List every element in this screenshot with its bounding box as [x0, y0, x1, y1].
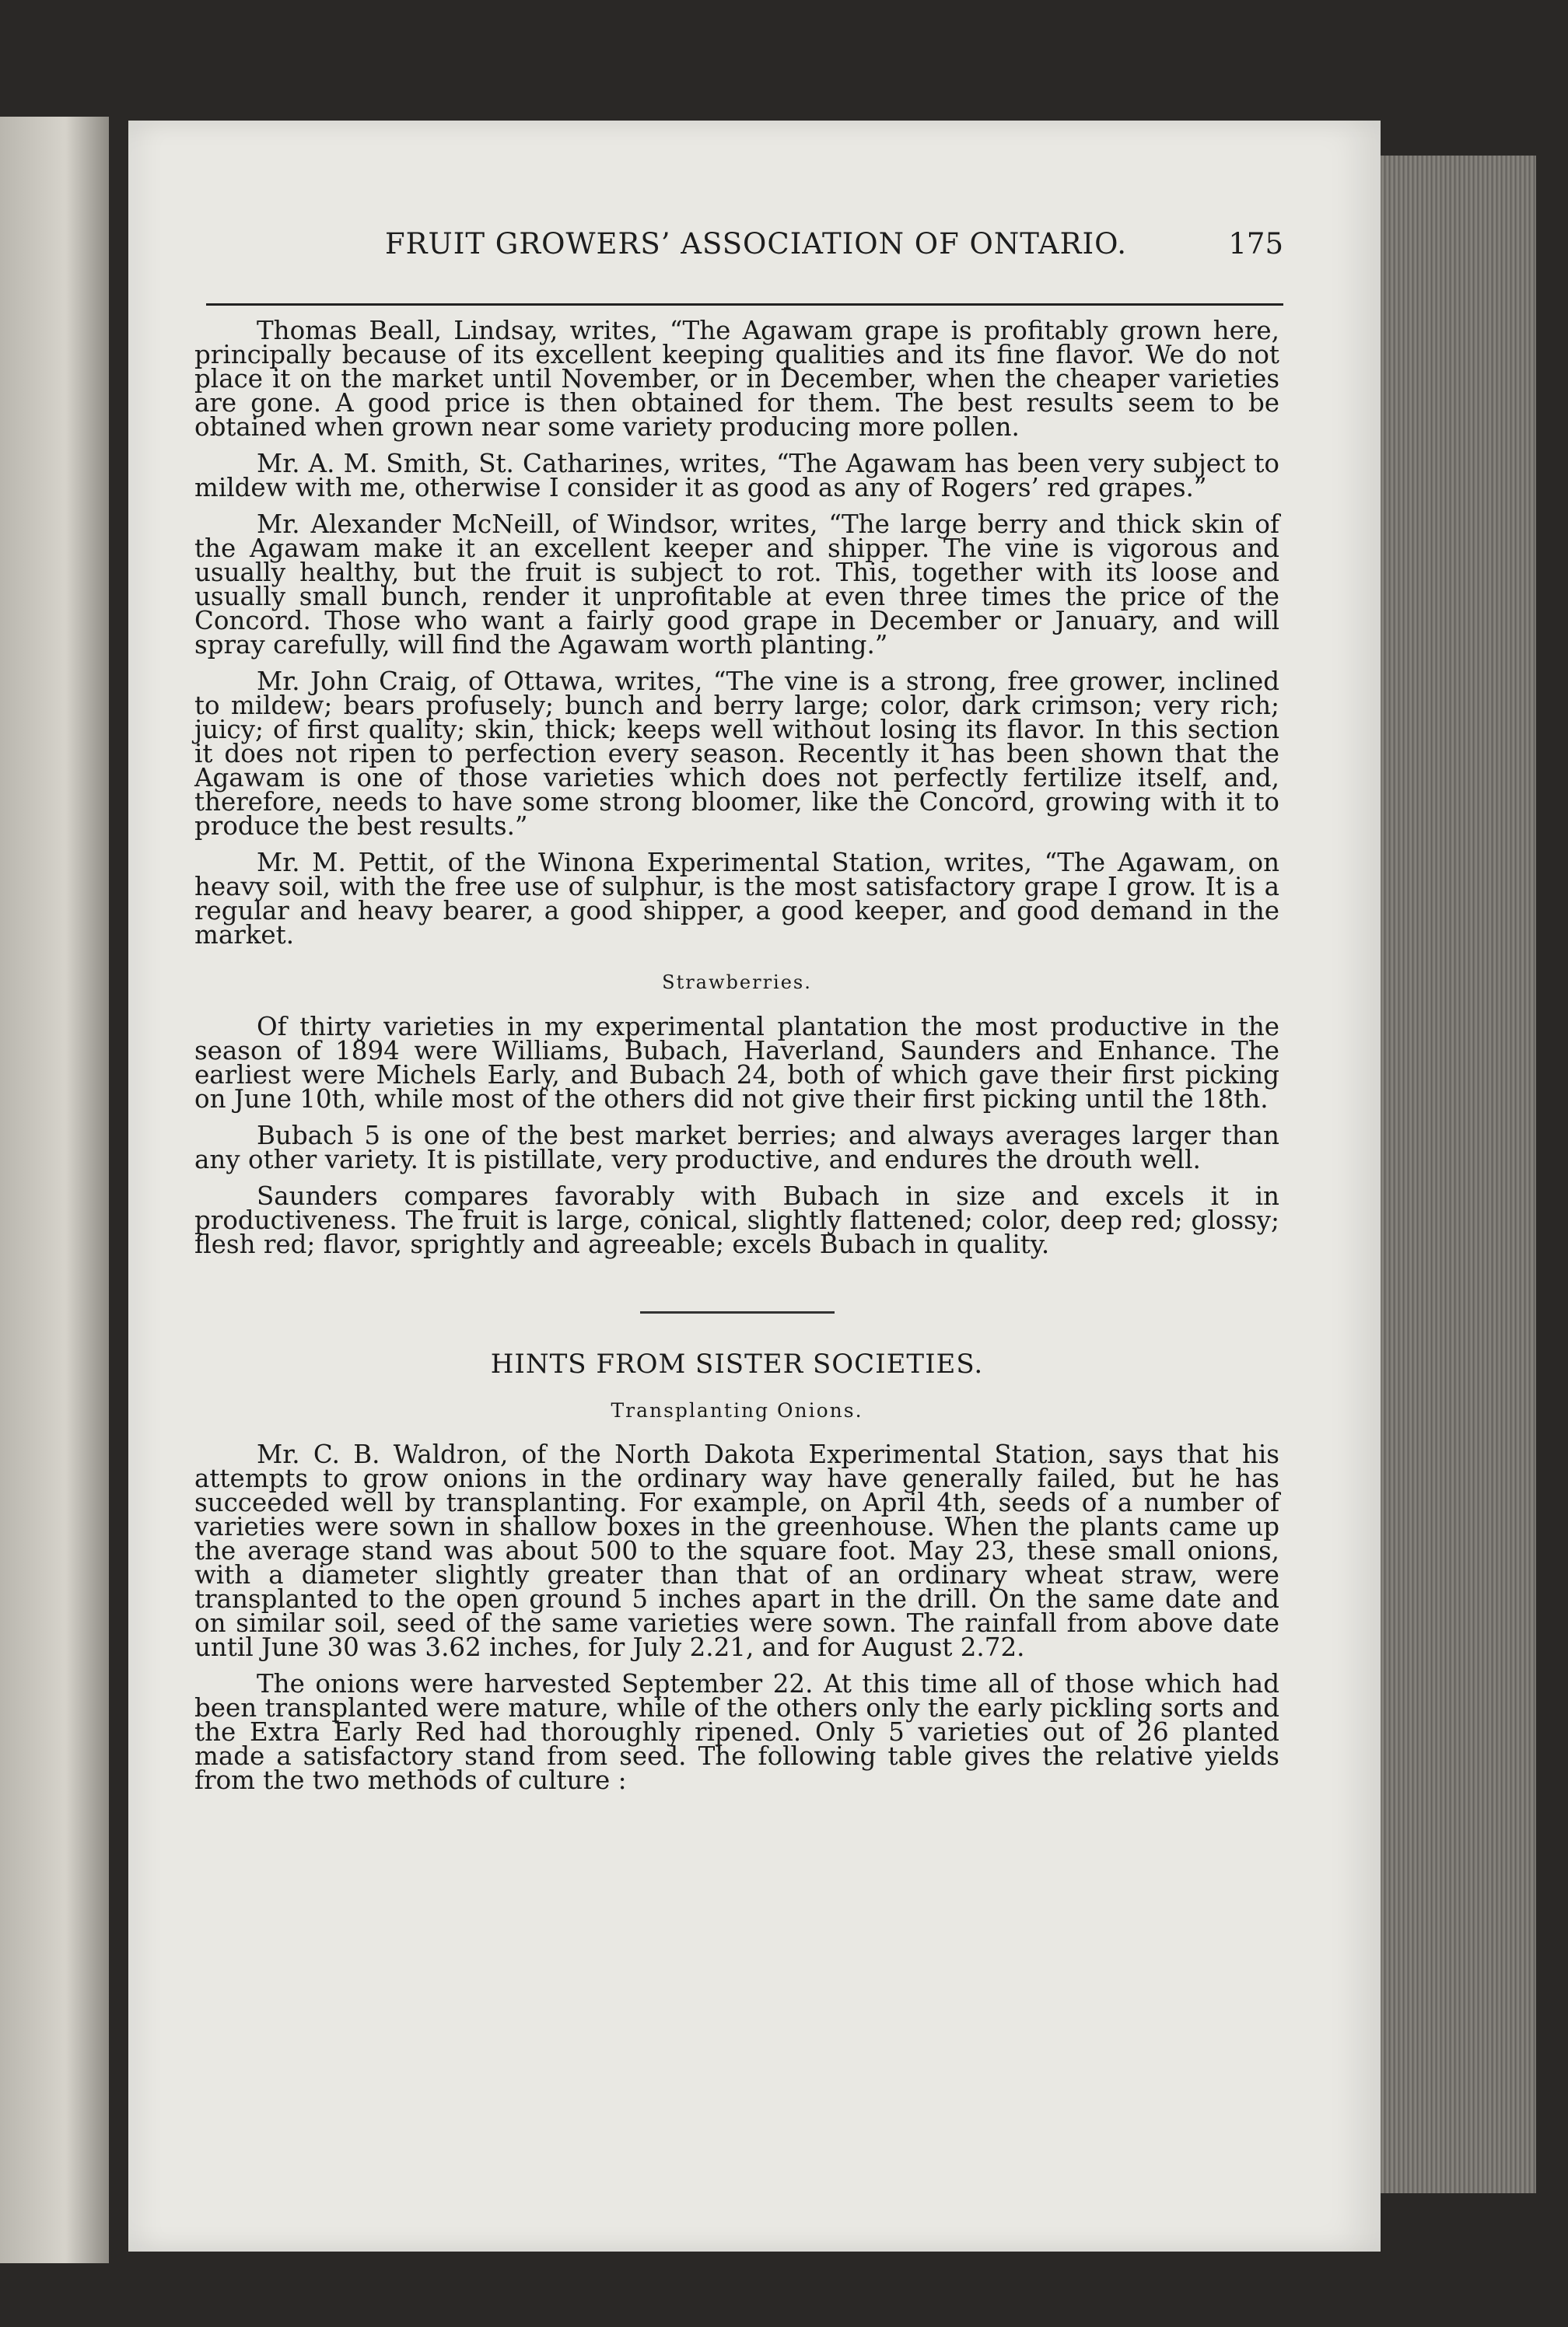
paragraph-bubach: Bubach 5 is one of the best market berries; and always averages larger than any other variety. It is pistillate, very productive, and endures the drouth well. — [194, 1121, 1279, 1174]
paragraph-beall: Thomas Beall, Lindsay, writes, “The Agawam grape is profitably grown here, principally because of its excellent keeping qualities and its fine flavor. We do not place it on the market until November, or in December, when the cheaper varieties are gone. A good price is then obtained for them. The best results seem to be obtained when grown near some variety producing more pollen. — [194, 316, 1279, 442]
paragraph-strawberry-varieties: Of thirty varieties in my experimental plantation the most productive in the season of 1894 were Williams, Bubach, Haverland, Saunders and Enhance. The earliest were Michels Early, and Bubach 24, both of which gave their first picking on June 10th, while most of the others did not give their first picking until the 18th. — [194, 1012, 1279, 1114]
paragraph-pettit: Mr. M. Pettit, of the Winona Experimental Station, writes, “The Agawam, on heavy soil, with the free use of sulphur, is the most satisfactory grape I grow. It is a regular and heavy bearer, a good shipper, a good keeper, and good demand in the market. — [194, 848, 1279, 950]
section-title: HINTS FROM SISTER SOCIETIES. — [490, 1349, 984, 1380]
section-divider — [640, 1311, 835, 1314]
running-title: FRUIT GROWERS’ ASSOCIATION OF ONTARIO. — [385, 227, 1128, 261]
page-number: 175 — [1228, 227, 1283, 261]
paragraph-saunders: Saunders compares favorably with Bubach in size and excels it in productiveness. The fruit is large, conical, slightly flattened; color, deep red; glossy; flesh red; flavor, sprightly and agreeable; excels Bubach in quality. — [194, 1181, 1279, 1259]
onions-heading: Transplanting Onions. — [611, 1399, 863, 1422]
paragraph-waldron: Mr. C. B. Waldron, of the North Dakota Experimental Station, says that his attempts to grow onions in the ordinary way have generally failed, but he has succeeded well by transplanting. For example, on April 4th, seeds of a number of varieties were sown in shallow boxes in the greenhouse. When the plants came up the average stand was about 500 to the square foot. May 23, these small onions, with a diameter slightly greater than that of an ordinary wheat straw, were transplanted to the open ground 5 inches apart in the drill. On the same date and on similar soil, seed of the same varieties were sown. The rainfall from above date until June 30 was 3.62 inches, for July 2.21, and for August 2.72. — [194, 1440, 1279, 1662]
paragraph-craig: Mr. John Craig, of Ottawa, writes, “The vine is a strong, free grower, inclined to mildew; bears profusely; bunch and berry large; color, dark crimson; very rich; juicy; of first quality; skin, thick; keeps well without losing its flavor. In this section it does not ripen to perfection every season. Recently it has been shown that the Agawam is one of those varieties which does not perfectly fertilize itself, and, therefore, needs to have some strong bloomer, like the Concord, growing with it to produce the best results.” — [194, 667, 1279, 841]
header-rule — [206, 303, 1283, 306]
paragraph-harvest: The onions were harvested September 22. At this time all of those which had been transplanted were mature, while of the others only the early pickling sorts and the Extra Early Red had thoroughly ripened. Only 5 varieties out of 26 planted made a satisfactory stand from seed. The following table gives the relative yields from the two methods of culture : — [194, 1669, 1279, 1795]
page-header — [206, 227, 1295, 274]
page-body — [194, 316, 1279, 1805]
strawberries-heading: Strawberries. — [662, 971, 812, 993]
page-edges — [1381, 156, 1536, 2193]
paragraph-smith: Mr. A. M. Smith, St. Catharines, writes, “The Agawam has been very subject to mildew with me, otherwise I consider it as good as any of Rogers’ red grapes.” — [194, 449, 1279, 502]
adjacent-page — [0, 117, 109, 2263]
paragraph-mcneill: Mr. Alexander McNeill, of Windsor, writes, “The large berry and thick skin of the Agawam make it an excellent keeper and shipper. The vine is vigorous and usually healthy, but the fruit is subject to rot. This, together with its loose and usually small bunch, render it unprofitable at even three times the price of the Concord. Those who want a fairly good grape in December or January, and will spray carefully, will find the Agawam worth planting.” — [194, 509, 1279, 660]
